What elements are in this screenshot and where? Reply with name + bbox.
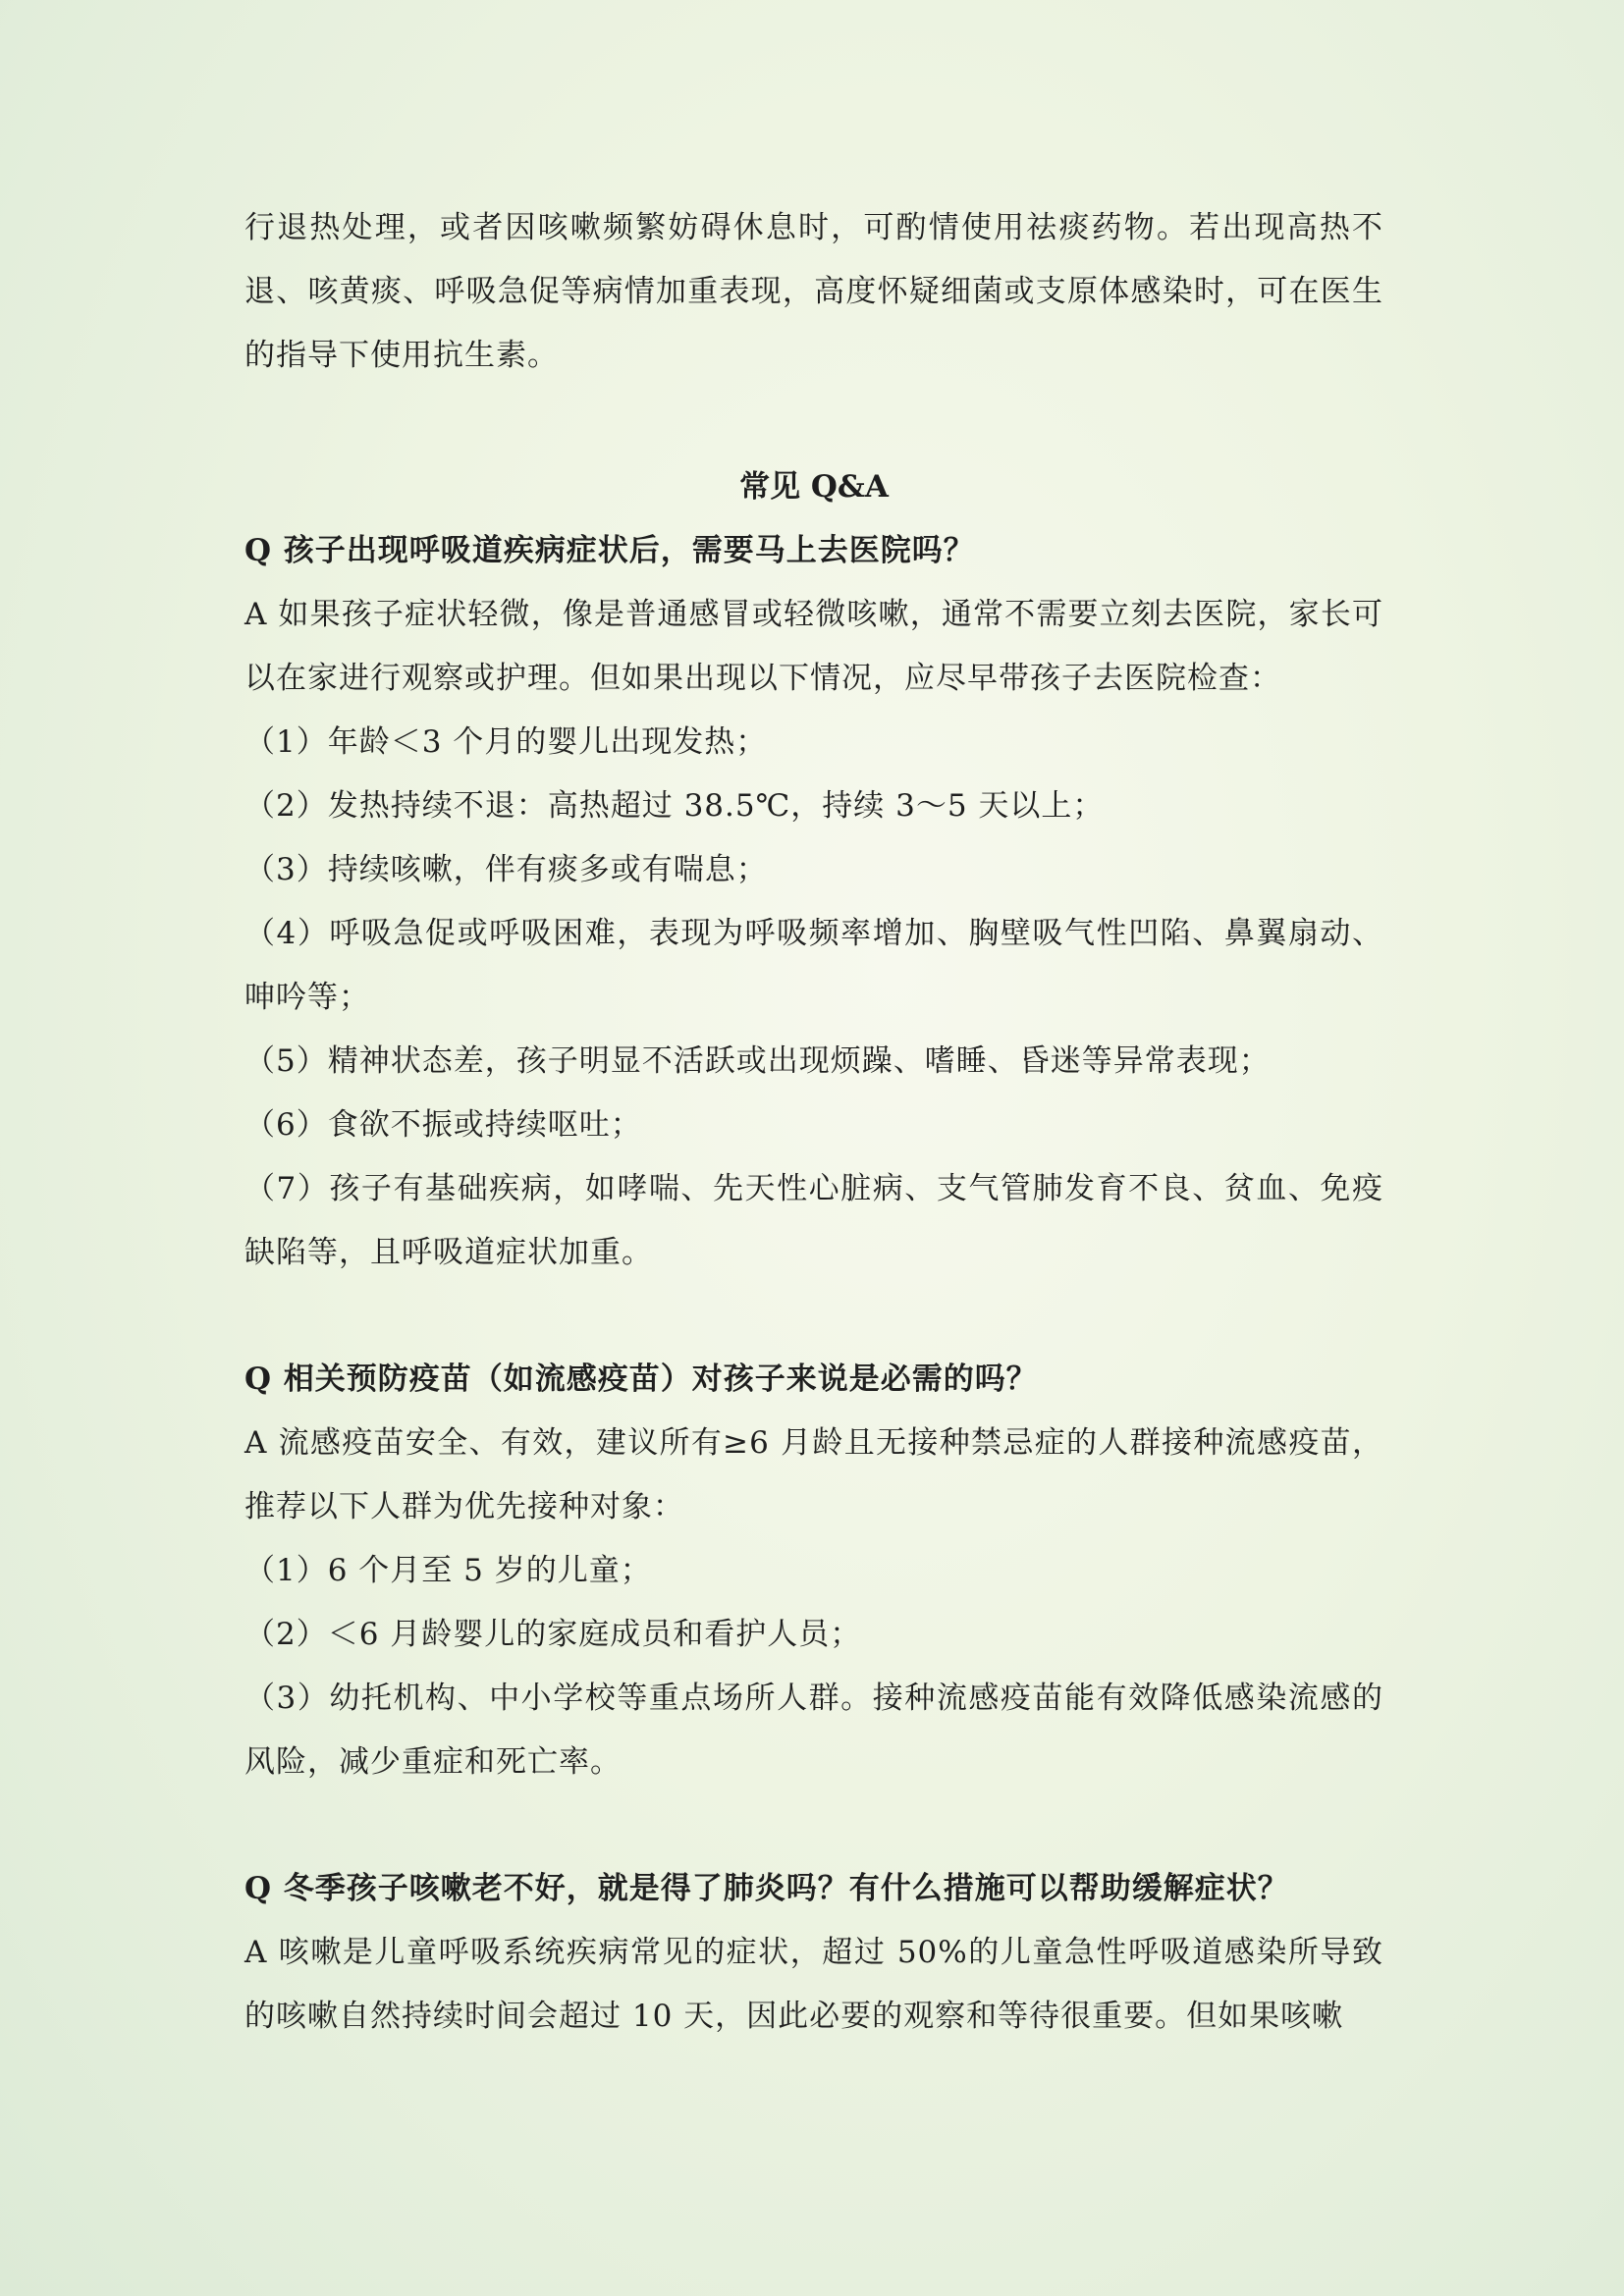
qa-block-2 (244, 1348, 1383, 1794)
qa-block-3 (244, 1857, 1383, 2049)
answer-2: A 流感疫苗安全、有效，建议所有≥6 月龄且无接种禁忌症的人群接种流感疫苗，推荐以下人群为优先接种对象： (244, 1425, 1383, 1524)
question-2: Q 相关预防疫苗（如流感疫苗）对孩子来说是必需的吗？ (244, 1362, 1038, 1397)
intro-paragraph: 行退热处理，或者因咳嗽频繁妨碍休息时，可酌情使用祛痰药物。若出现高热不退、咳黄痰、呼吸急促等病情加重表现，高度怀疑细菌或支原体感染时，可在医生的指导下使用抗生素。 (244, 210, 1383, 373)
qa-block-1 (244, 519, 1383, 1285)
list-item: （2）发热持续不退：高热超过 38.5℃，持续 3～5 天以上； (244, 788, 1105, 824)
list-item: （3）幼托机构、中小学校等重点场所人群。接种流感疫苗能有效降低感染流感的风险，减少重症和死亡率。 (244, 1681, 1383, 1780)
list-item: （3）持续咳嗽，伴有痰多或有喘息； (244, 852, 768, 887)
section-spacer (244, 1285, 1383, 1348)
list-item: （6）食欲不振或持续呕吐； (244, 1107, 642, 1143)
section-title: 常见 Q&A (739, 469, 889, 505)
answer-1: A 如果孩子症状轻微，像是普通感冒或轻微咳嗽，通常不需要立刻去医院，家长可以在家进行观察或护理。但如果出现以下情况，应尽早带孩子去医院检查： (244, 597, 1383, 696)
document-page (244, 196, 1383, 2049)
section-spacer (244, 1794, 1383, 1857)
list-item: （1）年龄＜3 个月的婴儿出现发热； (244, 724, 768, 760)
list-item: （7）孩子有基础疾病，如哮喘、先天性心脏病、支气管肺发育不良、贫血、免疫缺陷等，且呼吸道症状加重。 (244, 1171, 1383, 1270)
list-item: （5）精神状态差，孩子明显不活跃或出现烦躁、嗜睡、昏迷等异常表现； (244, 1043, 1271, 1079)
list-item: （4）呼吸急促或呼吸困难，表现为呼吸频率增加、胸壁吸气性凹陷、鼻翼扇动、呻吟等； (244, 916, 1383, 1015)
list-item: （1）6 个月至 5 岁的儿童； (244, 1553, 652, 1588)
answer-3: A 咳嗽是儿童呼吸系统疾病常见的症状，超过 50%的儿童急性呼吸道感染所导致的咳嗽自然持续时间会超过 10 天，因此必要的观察和等待很重要。但如果咳嗽 (244, 1935, 1383, 2034)
list-item: （2）＜6 月龄婴儿的家庭成员和看护人员； (244, 1617, 862, 1652)
question-3: Q 冬季孩子咳嗽老不好，就是得了肺炎吗？有什么措施可以帮助缓解症状？ (244, 1871, 1289, 1906)
question-1: Q 孩子出现呼吸道疾病症状后，需要马上去医院吗？ (244, 533, 975, 568)
